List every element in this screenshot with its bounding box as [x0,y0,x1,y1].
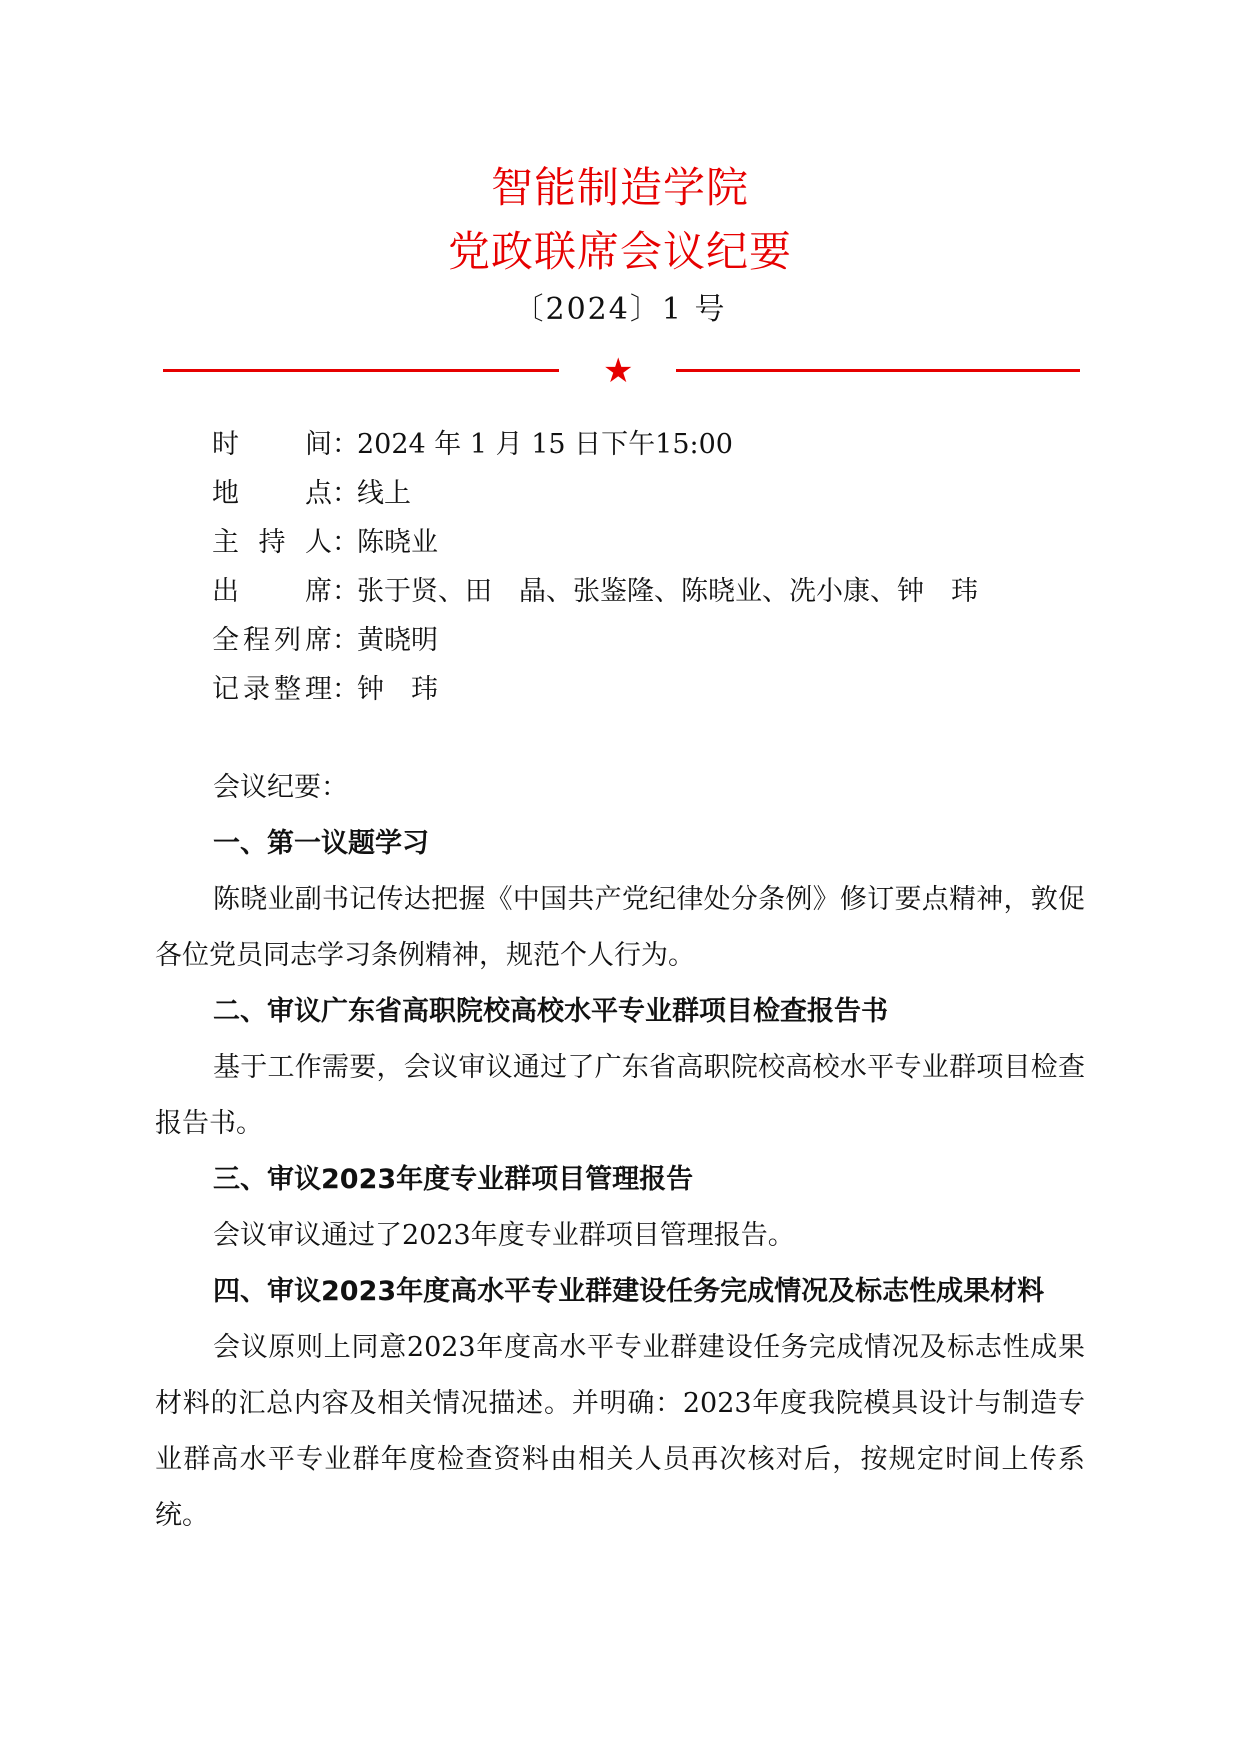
info-label: 出 席 [212,576,332,607]
section-title: 三、审议2023年度专业群项目管理报告 [213,1164,694,1195]
info-value: 张于贤、田 晶、张鉴隆、陈晓业、冼小康、钟 玮 [357,576,978,607]
document-header [0,160,1240,330]
section-title: 一、第一议题学习 [213,828,429,859]
section-title: 四、审议2023年度高水平专业群建设任务完成情况及标志性成果材料 [213,1276,1045,1307]
info-value: 黄晓明 [357,625,438,656]
info-row-host: 主 持 人 ： 陈晓业 [212,518,978,567]
org-name: 智能制造学院 [490,163,749,212]
info-row-attendees: 出 席 ： 张于贤、田 晶、张鉴隆、陈晓业、冼小康、钟 玮 [212,567,978,616]
info-value: 陈晓业 [357,527,438,558]
section-text: 会议原则上同意2023年度高水平专业群建设任务完成情况及标志性成果材料的汇总内容及相关情况描述。并明确：2023年度我院模具设计与制造专业群高水平专业群年度检查资料由相关人员再次核对后，按规定时间上传系统。 [155,1332,1085,1531]
star-icon: ★ [603,351,634,391]
divider-line-left [163,369,559,372]
minutes-body [155,760,1085,1544]
info-row-recorder: 记 录 整 理 ： 钟 玮 [212,665,978,714]
info-row-place: 地 点 ： 线上 [212,469,978,518]
info-value: 线上 [357,478,411,509]
minutes-intro: 会议纪要： [213,772,348,803]
info-label: 地 点 [212,478,332,509]
meeting-info [212,420,978,714]
divider-line-right [676,369,1080,372]
info-label: 主 持 人 [212,527,332,558]
info-label: 记 录 整 理 [212,674,332,705]
info-label: 全 程 列 席 [212,625,332,656]
section-text: 陈晓业副书记传达把握《中国共产党纪律处分条例》修订要点精神，敦促各位党员同志学习条例精神，规范个人行为。 [155,884,1085,971]
info-value: 2024 年 1 月 15 日下午15:00 [357,429,733,460]
red-divider [0,351,1240,391]
section-text: 会议审议通过了2023年度专业群项目管理报告。 [213,1220,795,1251]
document-number: 〔2024〕1 号 [513,292,727,327]
info-label: 时 间 [212,429,332,460]
info-value: 钟 玮 [357,674,438,705]
section-title: 二、审议广东省高职院校高校水平专业群项目检查报告书 [213,996,888,1027]
section-text: 基于工作需要，会议审议通过了广东省高职院校高校水平专业群项目检查报告书。 [155,1052,1085,1139]
document-title: 党政联席会议纪要 [447,227,792,276]
info-row-time: 时 间 ： 2024 年 1 月 15 日下午15:00 [212,420,978,469]
info-row-observer: 全 程 列 席 ： 黄晓明 [212,616,978,665]
